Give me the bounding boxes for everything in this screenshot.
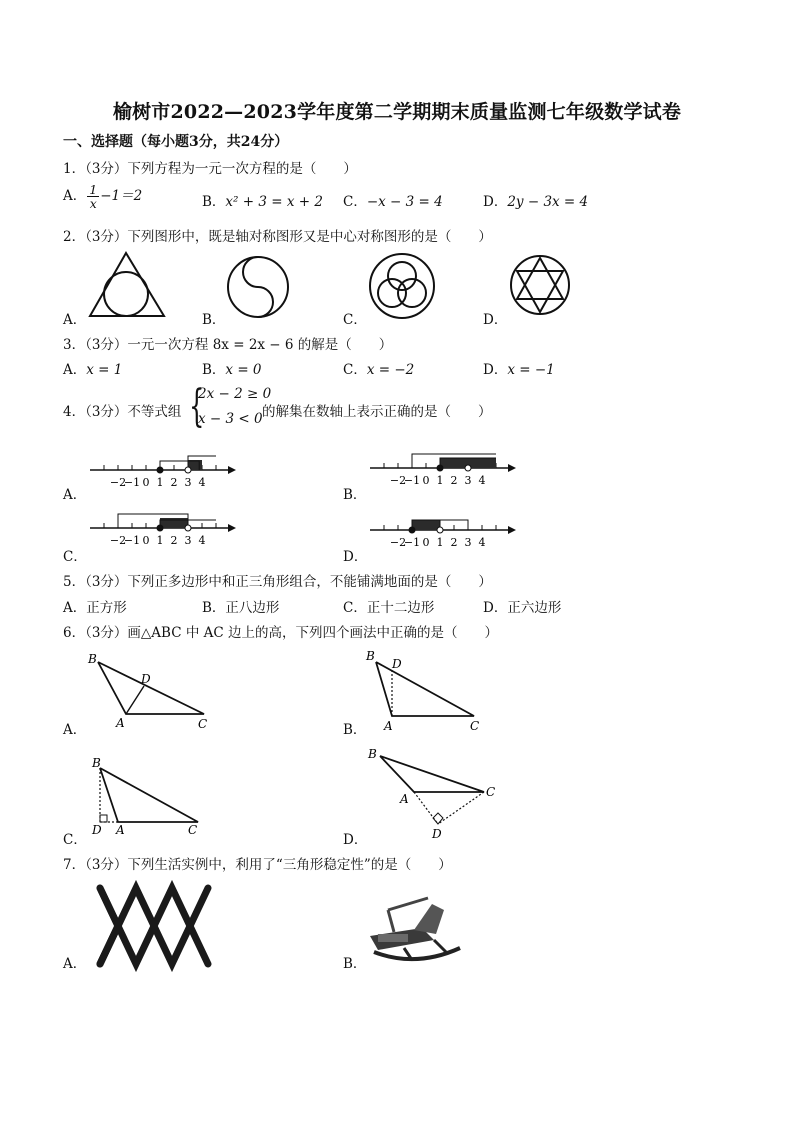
q1-option-a[interactable] xyxy=(63,183,142,210)
q2-figure-c xyxy=(368,252,440,320)
tick-label: −2 xyxy=(389,474,407,487)
q4-option-c-label[interactable]: C． xyxy=(63,549,87,565)
q2-option-b-label[interactable]: B． xyxy=(202,312,226,328)
tick-label: 3 xyxy=(184,534,192,547)
endpoint-dot xyxy=(437,465,443,471)
q6a-label-c: C xyxy=(198,717,208,731)
q6b-label-c: C xyxy=(470,719,480,733)
tick-label: 1 xyxy=(436,536,444,549)
q1-frac-denominator: x xyxy=(89,196,97,211)
q6-figure-b xyxy=(366,648,496,736)
tick-label: −1 xyxy=(403,536,421,549)
solution-region xyxy=(412,520,440,530)
q5-option-b[interactable]: B．正八边形 xyxy=(202,600,280,616)
tick-label: −2 xyxy=(109,534,127,547)
q3-option-d[interactable] xyxy=(483,358,555,378)
q3-option-c[interactable] xyxy=(343,358,414,378)
q6-option-d-label[interactable]: D． xyxy=(343,832,368,848)
q3-option-d-text: x = −1 xyxy=(507,362,555,378)
q1-option-c-label: C． xyxy=(343,194,367,210)
q7-option-b-label[interactable]: B． xyxy=(343,956,367,972)
question-3-stem: 3．（3分）一元一次方程 8x = 2x − 6 的解是（ ） xyxy=(63,337,393,353)
q4-numberline-b xyxy=(368,450,518,490)
q2-option-c-label[interactable]: C． xyxy=(343,312,367,328)
q5-option-a[interactable]: A．正方形 xyxy=(63,600,127,616)
tick-label: −1 xyxy=(123,476,141,489)
q2-figure-b xyxy=(226,255,296,319)
tick-label: 1 xyxy=(156,534,164,547)
q6d-label-a: A xyxy=(400,792,409,806)
endpoint-dot xyxy=(437,527,443,533)
q6a-label-a: A xyxy=(116,716,125,730)
tick-label: 4 xyxy=(198,476,206,489)
q4-option-a-label[interactable]: A． xyxy=(63,487,87,503)
q7-figure-a-lattice xyxy=(88,884,214,968)
q3-option-d-label: D． xyxy=(483,362,508,378)
q1-option-a-label: A． xyxy=(63,188,87,204)
q6-figure-d xyxy=(366,746,506,842)
q6b-label-d: D xyxy=(392,657,402,671)
q6-option-b-label[interactable]: B． xyxy=(343,722,367,738)
page-title: 榆树市2022—2023学年度第二学期期末质量监测七年级数学试卷 xyxy=(112,101,682,123)
q6-figure-a xyxy=(86,650,226,735)
tick-label: 2 xyxy=(170,534,178,547)
question-5-stem: 5．（3分）下列正多边形中和正三角形组合，不能铺满地面的是（ ） xyxy=(63,574,492,590)
q2-figure-d xyxy=(508,254,574,318)
q1-option-b[interactable] xyxy=(202,190,323,210)
tick-label: 2 xyxy=(170,476,178,489)
endpoint-dot xyxy=(465,465,471,471)
section-heading: 一、选择题（每小题3分，共24分） xyxy=(63,134,289,150)
q1-option-c-text: −x − 3 = 4 xyxy=(366,194,443,210)
q5-option-c[interactable]: C．正十二边形 xyxy=(343,600,435,616)
endpoint-dot xyxy=(185,467,191,473)
tick-label: 3 xyxy=(464,474,472,487)
tick-label: 4 xyxy=(198,534,206,547)
endpoint-dot xyxy=(409,527,415,533)
q3-option-a[interactable] xyxy=(63,358,122,378)
question-1-stem: 1．（3分）下列方程为一元一次方程的是（ ） xyxy=(63,161,357,177)
q1-option-c[interactable] xyxy=(343,190,443,210)
q1-option-a-fraction xyxy=(87,183,99,210)
q6b-label-b: B xyxy=(366,649,375,663)
tick-label: −1 xyxy=(403,474,421,487)
q1-option-d-text: 2y − 3x = 4 xyxy=(507,194,589,210)
q6d-label-b: B xyxy=(368,747,377,761)
tick-label: 0 xyxy=(142,534,150,547)
q4-numberline-a xyxy=(88,452,238,492)
q1-option-d-label: D． xyxy=(483,194,508,210)
q1-option-b-label: B． xyxy=(202,194,226,210)
q3-option-a-text: x = 1 xyxy=(86,362,123,378)
q7-option-a-label[interactable]: A． xyxy=(63,956,87,972)
tick-label: −2 xyxy=(109,476,127,489)
q4-brace: { xyxy=(189,381,205,432)
q6-option-a-label[interactable]: A． xyxy=(63,722,87,738)
tick-label: 3 xyxy=(464,536,472,549)
q6c-label-b: B xyxy=(92,756,101,770)
q3-option-b-text: x = 0 xyxy=(225,362,262,378)
endpoint-dot xyxy=(185,525,191,531)
question-6-stem: 6．（3分）画△ABC 中 AC 边上的高，下列四个画法中正确的是（ ） xyxy=(63,625,499,641)
question-4-stem-post: 的解集在数轴上表示正确的是（ ） xyxy=(262,404,492,420)
tick-label: 4 xyxy=(478,474,486,487)
q4-numberline-d xyxy=(368,512,518,552)
q4-option-b-label[interactable]: B． xyxy=(343,487,367,503)
tick-label: 0 xyxy=(422,474,430,487)
q6a-label-d: D xyxy=(141,672,151,686)
q6c-label-a: A xyxy=(116,823,125,837)
q2-figure-a xyxy=(88,250,168,320)
q6d-label-c: C xyxy=(486,785,496,799)
q4-numberline-c xyxy=(88,510,238,550)
q6c-label-d: D xyxy=(92,823,102,837)
q2-option-a-label[interactable]: A． xyxy=(63,312,87,328)
tick-label: 0 xyxy=(142,476,150,489)
tick-label: 0 xyxy=(422,536,430,549)
tick-label: 1 xyxy=(436,474,444,487)
tick-label: −1 xyxy=(123,534,141,547)
question-4-stem-pre: 4．（3分）不等式组 xyxy=(63,404,182,420)
tick-label: 2 xyxy=(450,474,458,487)
q3-option-b[interactable] xyxy=(202,358,262,378)
q6d-label-d: D xyxy=(432,827,442,841)
tick-label: 3 xyxy=(184,476,192,489)
q3-option-c-label: C． xyxy=(343,362,367,378)
tick-label: 2 xyxy=(450,536,458,549)
q7-figure-b-rocking-chair xyxy=(364,890,468,966)
q1-option-a-rest: −1＝2 xyxy=(100,188,143,204)
tick-label: 1 xyxy=(156,476,164,489)
q6-option-c-label[interactable]: C． xyxy=(63,832,87,848)
endpoint-dot xyxy=(157,467,163,473)
q1-frac-numerator: 1 xyxy=(89,182,98,197)
tick-label: −2 xyxy=(389,536,407,549)
q1-option-d[interactable] xyxy=(483,190,588,210)
q3-option-a-label: A． xyxy=(63,362,87,378)
q3-option-c-text: x = −2 xyxy=(366,362,415,378)
q1-option-b-text: x² + 3 = x + 2 xyxy=(225,194,323,210)
q4-inequality-1: 2x − 2 ≥ 0 xyxy=(198,386,272,402)
q6b-label-a: A xyxy=(384,719,393,733)
endpoint-dot xyxy=(157,525,163,531)
q6-figure-c xyxy=(88,756,218,836)
q6a-label-b: B xyxy=(88,652,97,666)
tick-label: 4 xyxy=(478,536,486,549)
question-7-stem: 7．（3分）下列生活实例中，利用了“三角形稳定性”的是（ ） xyxy=(63,857,452,873)
q4-option-d-label[interactable]: D． xyxy=(343,549,368,565)
question-2-stem: 2．（3分）下列图形中，既是轴对称图形又是中心对称图形的是（ ） xyxy=(63,229,492,245)
q3-option-b-label: B． xyxy=(202,362,226,378)
q2-option-d-label[interactable]: D． xyxy=(483,312,508,328)
q4-inequality-2: x − 3 < 0 xyxy=(198,411,263,427)
q6c-label-c: C xyxy=(188,823,198,837)
q5-option-d[interactable]: D．正六边形 xyxy=(483,600,562,616)
